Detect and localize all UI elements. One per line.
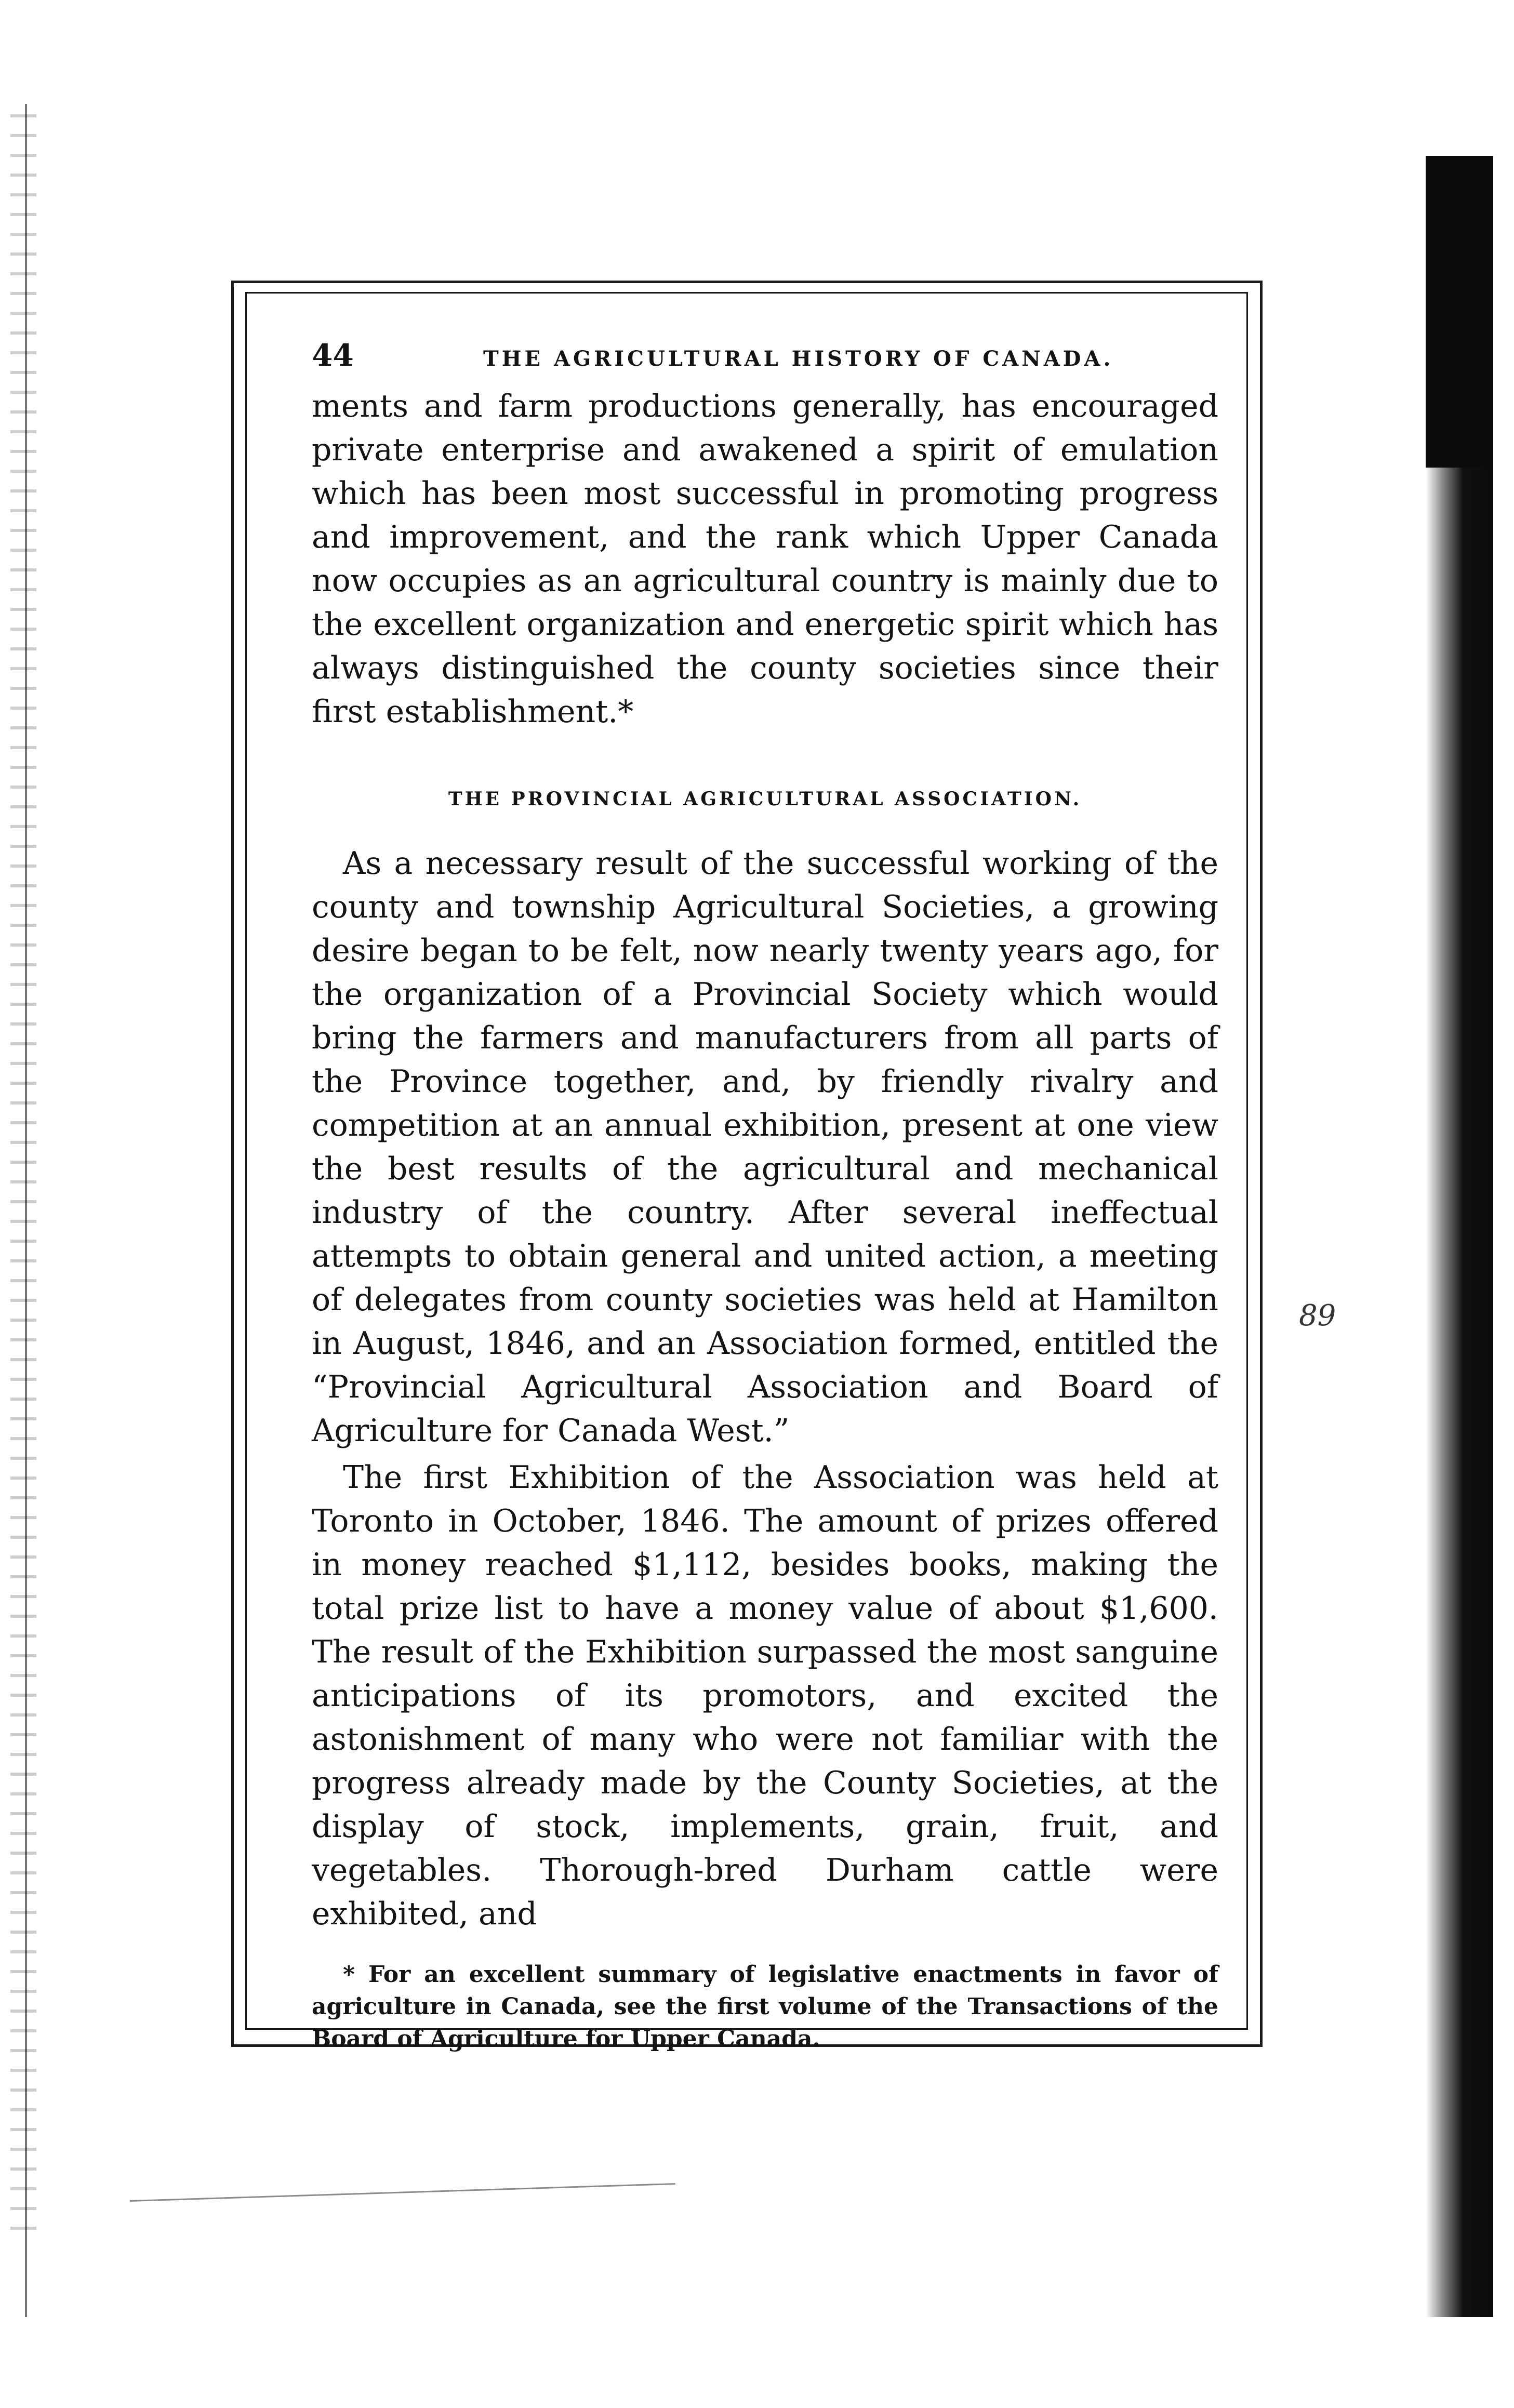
body-text	[312, 384, 1218, 1936]
scan-left-line	[25, 104, 27, 2317]
page-content	[312, 338, 1218, 2055]
running-head-title: THE AGRICULTURAL HISTORY OF CANADA.	[483, 347, 1114, 371]
page-number: 44	[312, 338, 354, 373]
section-heading: THE PROVINCIAL AGRICULTURAL ASSOCIATION.	[448, 788, 1082, 810]
margin-note: 89	[1299, 1299, 1336, 1333]
scan-edge-shadow	[1426, 156, 1493, 2317]
running-head	[312, 338, 1218, 379]
scan-left-marks	[10, 114, 36, 2244]
paragraph: The first Exhibition of the Association was held at Toronto in October, 1846. The amount of prizes offered in money reached $1,112, besides books, making the total prize list to have a money value of about $1,600. The result of the Exhibition surpassed the most sanguine anticipations of its promotors, and excited the astonishment of many who were not familiar with the progress already made by the County Societies, at the display of stock, implements, grain, fruit, and vegetables. Thorough-bred Durham cattle were exhibited, and	[312, 1459, 1218, 1932]
paragraph: As a necessary result of the successful working of the county and township Agricultural Societies, a growing desire began to be felt, now nearly twenty years ago, for the organization of a Provincial Society which would bring the farmers and manufacturers from all parts of the Province together, and, by friendly rivalry and competition at an annual exhibition, present at one view the best results of the agricultural and mechanical industry of the country. After several ineffectual attempts to obtain general and united action, a meeting of delegates from county societies was held at Hamilton in August, 1846, and an Association formed, entitled the “Provincial Agricultural Association and Board of Agriculture for Canada West.”	[312, 845, 1218, 1449]
footnote: * For an excellent summary of legislative enactments in favor of agriculture in Canada, see the first volume of the Transactions of the Board of Agriculture for Upper Canada.	[312, 1961, 1218, 2052]
pencil-line	[130, 2183, 675, 2202]
scan-edge-shadow-top	[1426, 156, 1493, 468]
paragraph-continued: ments and farm productions generally, has encouraged private enterprise and awakened a spirit of emulation which has been most successful in promoting progress and improvement, and the rank which Upper Canada now occupies as an agricultural country is mainly due to the excellent organization and energetic spirit which has always distinguished the county societies since their first establishment.*	[312, 388, 1218, 730]
